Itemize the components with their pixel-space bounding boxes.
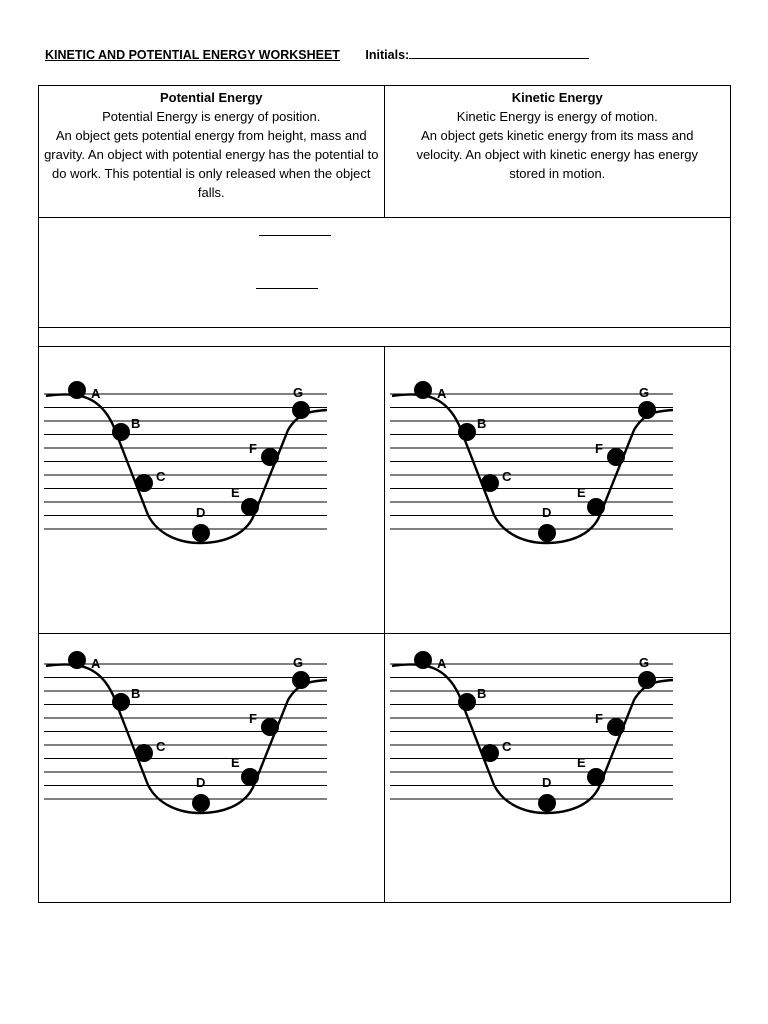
ball-label-g: G — [293, 385, 304, 400]
ball-label-f: F — [595, 441, 603, 456]
ball-d — [538, 524, 556, 542]
ball-label-a: A — [91, 656, 101, 671]
ball-f — [261, 718, 279, 736]
ball-label-f: F — [249, 441, 257, 456]
kinetic-energy-heading: Kinetic Energy — [511, 90, 603, 105]
ball-c — [481, 474, 499, 492]
track-curve — [46, 664, 327, 813]
ball-e — [241, 498, 259, 516]
ball-f — [261, 448, 279, 466]
ball-label-d: D — [542, 505, 552, 520]
ball-a — [68, 651, 86, 669]
ball-label-b: B — [131, 686, 141, 701]
ball-label-f: F — [595, 711, 603, 726]
potential-energy-definition: Potential Energy is energy of position. — [102, 109, 321, 124]
ball-label-d: D — [196, 505, 206, 520]
potential-energy-heading: Potential Energy — [159, 90, 263, 105]
ball-f — [607, 718, 625, 736]
ball-b — [458, 423, 476, 441]
track-curve — [392, 664, 673, 813]
kinetic-energy-cell — [385, 86, 731, 217]
track-diagram-1 — [40, 375, 330, 545]
ball-c — [481, 744, 499, 762]
ball-label-b: B — [477, 686, 487, 701]
ball-label-c: C — [502, 739, 512, 754]
ball-a — [414, 651, 432, 669]
worksheet-header — [45, 48, 589, 62]
answer-area — [38, 217, 731, 328]
ball-c — [135, 474, 153, 492]
track-svg — [386, 645, 676, 815]
ball-label-f: F — [249, 711, 257, 726]
ball-e — [587, 498, 605, 516]
ball-a — [68, 381, 86, 399]
initials-label: Initials: — [365, 48, 410, 62]
ball-d — [192, 524, 210, 542]
ball-d — [192, 794, 210, 812]
ball-f — [607, 448, 625, 466]
ball-g — [638, 401, 656, 419]
ball-label-b: B — [131, 416, 141, 431]
track-curve — [392, 394, 673, 543]
definitions-table — [38, 85, 731, 218]
worksheet-title: KINETIC AND POTENTIAL ENERGY WORKSHEET — [45, 48, 340, 62]
ball-label-g: G — [639, 655, 650, 670]
ball-c — [135, 744, 153, 762]
ball-g — [292, 671, 310, 689]
potential-energy-cell — [39, 86, 385, 217]
grid-horizontal-divider — [39, 633, 730, 634]
potential-energy-description: An object gets potential energy from height, mass and gravity. An object with potential energy has the potential to do work. This potential is only released when the object falls. — [44, 128, 379, 200]
ball-label-b: B — [477, 416, 487, 431]
ball-e — [241, 768, 259, 786]
ball-a — [414, 381, 432, 399]
ball-label-a: A — [91, 386, 101, 401]
kinetic-energy-description: An object gets kinetic energy from its mass and velocity. An object with kinetic energy has energy stored in motion. — [416, 128, 699, 181]
ball-label-c: C — [156, 469, 166, 484]
ball-b — [458, 693, 476, 711]
ball-g — [638, 671, 656, 689]
answer-blank-2[interactable] — [256, 288, 318, 289]
ball-b — [112, 423, 130, 441]
ball-label-g: G — [293, 655, 304, 670]
ball-b — [112, 693, 130, 711]
ball-label-d: D — [542, 775, 552, 790]
ball-label-d: D — [196, 775, 206, 790]
initials-blank[interactable] — [409, 48, 589, 59]
grid-vertical-divider — [384, 347, 385, 902]
ball-label-a: A — [437, 386, 447, 401]
track-diagram-3 — [40, 645, 330, 815]
ball-label-a: A — [437, 656, 447, 671]
track-diagram-2 — [386, 375, 676, 545]
track-svg — [40, 645, 330, 815]
ball-label-e: E — [231, 755, 240, 770]
ball-label-c: C — [156, 739, 166, 754]
track-svg — [40, 375, 330, 545]
ball-label-g: G — [639, 385, 650, 400]
track-svg — [386, 375, 676, 545]
kinetic-energy-definition: Kinetic Energy is energy of motion. — [456, 109, 658, 124]
divider-strip — [38, 327, 731, 347]
answer-blank-1[interactable] — [259, 235, 331, 236]
ball-e — [587, 768, 605, 786]
ball-label-c: C — [502, 469, 512, 484]
ball-label-e: E — [577, 485, 586, 500]
track-curve — [46, 394, 327, 543]
track-diagram-4 — [386, 645, 676, 815]
ball-label-e: E — [577, 755, 586, 770]
ball-g — [292, 401, 310, 419]
ball-d — [538, 794, 556, 812]
ball-label-e: E — [231, 485, 240, 500]
